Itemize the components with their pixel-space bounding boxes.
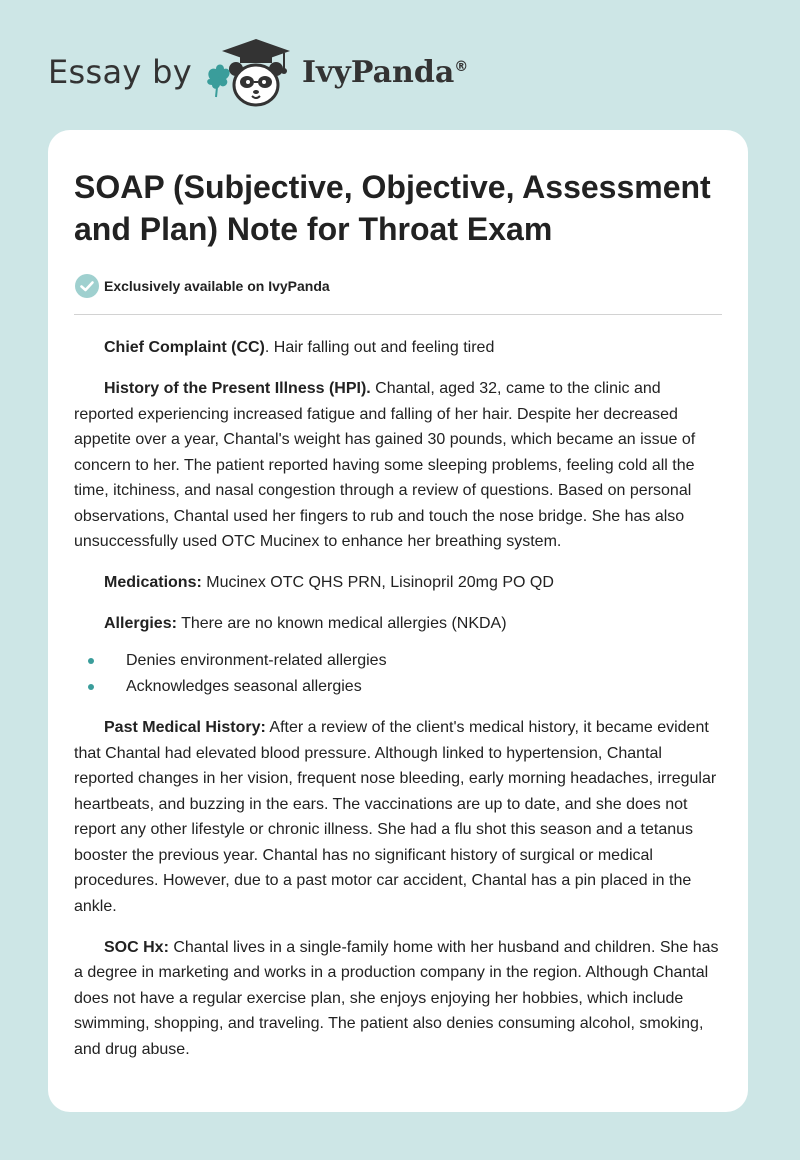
divider <box>74 314 722 315</box>
hpi-paragraph <box>74 376 722 555</box>
pmh-label: Past Medical History: <box>104 719 266 736</box>
hpi-label: History of the Present Illness (HPI). <box>104 380 371 397</box>
brand-registered-mark: ® <box>454 58 469 75</box>
exclusive-badge <box>74 272 722 300</box>
list-item-text: Denies environment-related allergies <box>126 652 387 669</box>
brand-prefix: Essay by <box>48 53 192 91</box>
page-title: SOAP (Subjective, Objective, Assessment and Plan) Note for Throat Exam <box>74 169 711 247</box>
list-item <box>74 674 722 700</box>
bullet-icon <box>88 658 94 664</box>
medications-label: Medications: <box>104 574 202 591</box>
essay-body <box>74 335 722 1062</box>
medications-paragraph <box>74 570 722 596</box>
allergies-text: There are no known medical allergies (NKDA) <box>176 615 507 632</box>
list-item-text: Acknowledges seasonal allergies <box>126 677 362 695</box>
essay-card <box>48 130 748 1112</box>
allergies-label: Allergies: <box>104 615 177 632</box>
chief-complaint-label: Chief Complaint (CC) <box>104 339 265 356</box>
list-item <box>74 648 722 674</box>
allergies-list <box>74 648 722 699</box>
exclusive-label: Exclusively available on IvyPanda <box>104 278 330 294</box>
pmh-paragraph <box>74 715 722 919</box>
brand-name-text: IvyPanda <box>301 54 455 90</box>
medications-text: Mucinex OTC QHS PRN, Lisinopril 20mg PO QD <box>201 574 554 591</box>
hpi-text: Chantal, aged 32, came to the clinic and reported experiencing increased fatigue and falling of her hair. Despite her decreased appetite over a year, Chantal's weight has gained 30 pounds, which became an issue of concern to her. The patient reported having some sleeping problems, feeling cold all the time, itchiness, and nasal congestion through a review of questions. Based on personal observations, Chantal used her fingers to rub and touch the nose bridge. She has also unsuccessfully used OTC Mucinex to enhance her breathing system. <box>74 380 696 550</box>
soc-text: Chantal lives in a single-family home with her husband and children. She has a degree in marketing and works in a production company in the region. Although Chantal does not have a regular exercise plan, she enjoys enjoying her hobbies, which include swimming, shopping, and traveling. The patient also denies consuming alcohol, smoking, and drug abuse. <box>74 938 719 1058</box>
brand-name[interactable] <box>302 55 468 90</box>
allergies-paragraph <box>74 611 722 637</box>
chief-complaint-text: . Hair falling out and feeling tired <box>264 339 495 356</box>
check-circle-icon <box>74 273 100 299</box>
bullet-icon <box>88 684 94 690</box>
soc-label: SOC Hx: <box>104 938 169 956</box>
soc-paragraph <box>74 935 722 1063</box>
chief-complaint-paragraph <box>74 335 722 361</box>
brand-header <box>48 34 468 110</box>
pmh-text: After a review of the client's medical history, it became evident that Chantal had elevated blood pressure. Although linked to hypertension, Chantal reported changes in her vision, frequent nose bleeding, early morning headaches, irregular heartbeats, and buzzing in the ears. The vaccinations are up to date, and she does not report any other lifestyle or chronic illness. She had a flu shot this season and a tetanus booster the previous year. Chantal has no significant history of surgical or medical procedures. However, due to a past motor car accident, Chantal has a pin placed in the ankle. <box>74 719 717 915</box>
panda-graduate-icon[interactable] <box>204 35 294 109</box>
